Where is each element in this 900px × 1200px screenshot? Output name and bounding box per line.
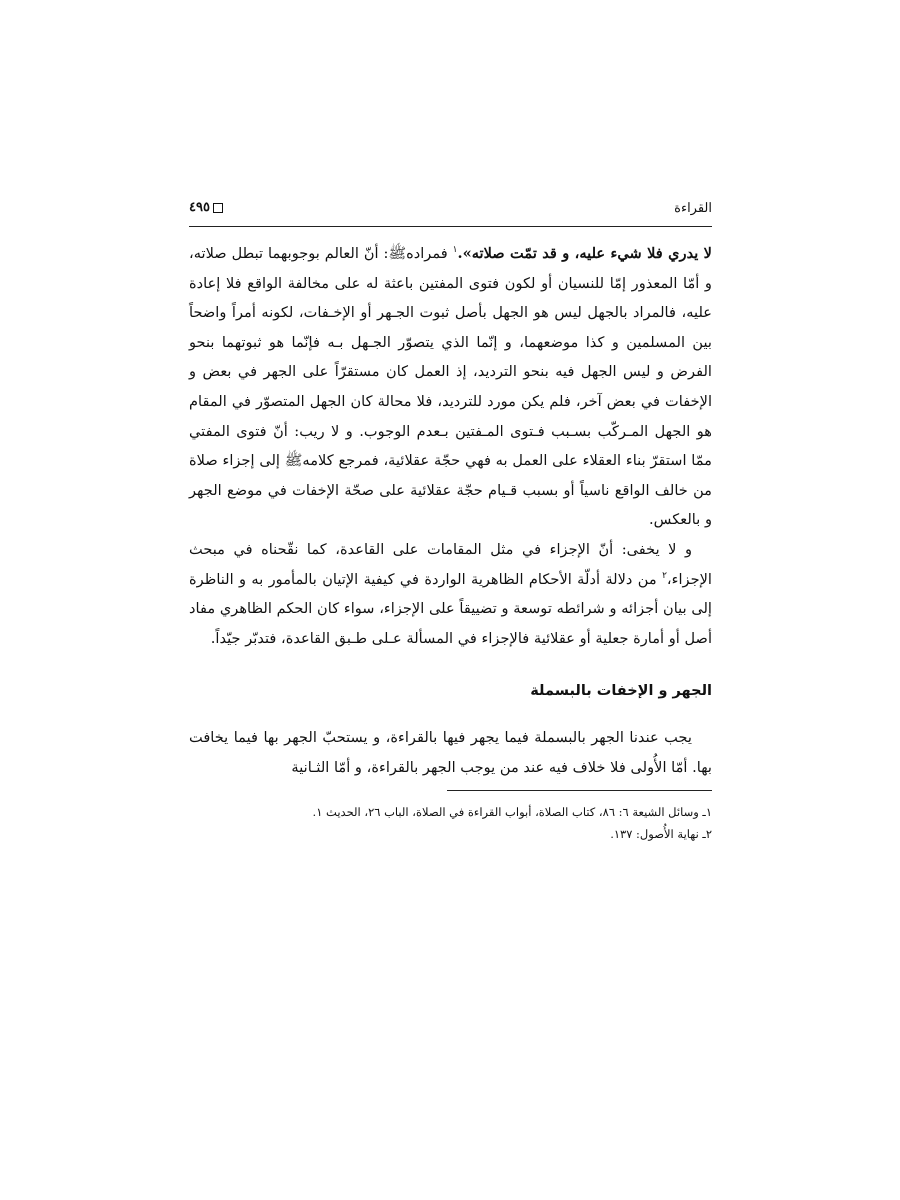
- running-header-title: القراءة: [674, 201, 712, 216]
- paragraph-2-text-before: و لا يخفى: أنّ الإجزاء في مثل المقامات على القاعدة، كما نقّحناه في مبحث الإجزاء،: [189, 540, 712, 588]
- paragraph-1-text: فمراده‌ﷺ: أنّ العالم بوجوبهما تبطل صلاته، و أمّا المعذور إمّا للنسيان أو لكون فتوى المفتين باعثة له على مخالفة الواقع فلا إعادة عليه، فالمراد بالجهل ليس هو الجهل بأصل ثبوت الجـهر أو الإخـفات، لكونه أمراً واضحاً بين المسلمين و كذا موضعهما، و إنّما الذي يتصوّر الجـهل بـه فإنّما هو ثبوتهما بنحو الفرض و ليس الجهل فيه بنحو الترديد، إذ العمل كان مستقرّاً على الجهر في بعض و الإخفات في بعض آخر، فلم يكن مورد للترديد، فلا محالة كان الجهل المتصوّر في المقام هو الجهل المـركّب بسـبب فـتوى المـفتين بـعدم الوجوب. و لا ريب: أنّ فتوى المفتي ممّا استقرّ بناء العقلاء على العمل به فهي حجّة عقلائية، فمرجع كلامه‌ﷺ إلى إجزاء صلاة من خالف الواقع ناسياً أو بسبب قـيام حجّة عقلائية على صحّة الإخفات في موضع الجهر و بالعكس.: [189, 245, 712, 529]
- page-number-value: ٤٩٥: [189, 200, 210, 215]
- footnote-divider: [447, 790, 712, 791]
- paragraph-3: يجب عندنا الجهر بالبسملة فيما يجهر فيها بالقراءة، و يستحبّ الجهر بها فيما يخافت بها. أمّا الأُولى فلا خلاف فيه عند من يوجب الجهر بالقراءة، و أمّا الثـانية: [189, 728, 712, 776]
- footnote-ref-1: ١: [452, 245, 458, 256]
- body-text: [189, 239, 712, 782]
- footnote-1: ١ـ وسائل الشيعة ٦: ٨٦، كتاب الصلاة، أبواب القراءة في الصلاة، الباب ٢٦، الحديث ١.: [312, 805, 712, 820]
- page-number: [189, 200, 223, 215]
- square-ornament-icon: [213, 203, 223, 213]
- footnote-ref-2: ٢: [662, 570, 667, 581]
- paragraph-2: [189, 535, 712, 653]
- section-heading: الجهر و الإخفات بالبسملة: [530, 683, 712, 700]
- quoted-hadith: لا يدري فلا شيء عليه، و قد تمّت صلاته».: [457, 245, 712, 262]
- document-page: [189, 196, 712, 845]
- paragraph-1: [189, 239, 712, 535]
- footnote-2: ٢ـ نهاية الأُصول: ١٣٧.: [610, 827, 712, 842]
- running-header: [189, 196, 712, 227]
- paragraph-2-text-after: من دلالة أدلّة الأحكام الظاهرية الواردة في كيفية الإتيان بالمأمور به و الناظرة إلى بيان أجزائه و شرائطه توسعة و تضييقاً على الإجزاء، سواء كان الحكم الظاهري مفاد أصل أو أمارة جعلية أو عقلائية فالإجزاء في المسألة عـلى طـبق القاعدة، فتدبّر جيّداً.: [189, 570, 712, 647]
- footnotes: [189, 801, 712, 845]
